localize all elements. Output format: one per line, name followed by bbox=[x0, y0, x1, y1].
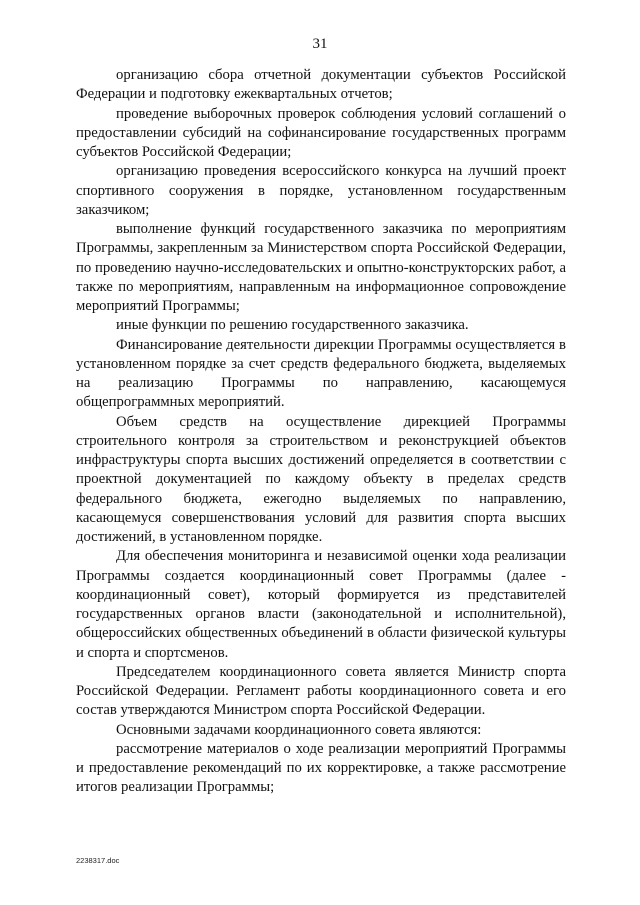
paragraph-reporting: организацию сбора отчетной документации субъектов Российской Федерации и подготовку ежеквартальных отчетов; bbox=[76, 67, 566, 103]
document-file-id: 2238317.doc bbox=[76, 856, 120, 865]
paragraph-council-chair: Председателем координационного совета является Министр спорта Российской Федерации. Регламент работы координационного совета и его состав утверждаются Министром спорта Российской Федерации. bbox=[76, 663, 566, 719]
paragraph-construction-control: Объем средств на осуществление дирекцией Программы строительного контроля за строительством и реконструкцией объектов инфраструктуры спорта высших достижений определяется в соответствии с проектной документацией по каждому объекту в пределах средств федерального бюджета, ежегодно выделяемых по направлению, касающемуся совершенствования условий для развития спорта высших достижений, в установленном порядке. bbox=[76, 413, 566, 545]
paragraph-audits: проведение выборочных проверок соблюдения условий соглашений о предоставлении субсидий на софинансирование государственных программ субъектов Российской Федерации; bbox=[76, 105, 566, 160]
document-body bbox=[76, 66, 566, 798]
paragraph-task-review: рассмотрение материалов о ходе реализации мероприятий Программы и предоставление рекомендаций по их корректировке, а также рассмотрение итогов реализации Программы; bbox=[76, 740, 566, 796]
paragraph-other-functions: иные функции по решению государственного заказчика. bbox=[116, 317, 469, 334]
paragraph-financing: Финансирование деятельности дирекции Программы осуществляется в установленном порядке за счет средств федерального бюджета, выделяемых на реализацию Программы по направлению, касающемуся общепрограммных мероприятий. bbox=[76, 336, 566, 411]
page-number: 31 bbox=[312, 36, 328, 52]
paragraph-customer-functions: выполнение функций государственного заказчика по мероприятиям Программы, закрепленным за Министерством спорта Российской Федерации, по проведению научно-исследовательских и опытно-конструкторских работ, а также по мероприятиям, направленным на информационное сопровождение мероприятий Программы; bbox=[76, 221, 566, 314]
paragraph-coordination-council: Для обеспечения мониторинга и независимой оценки хода реализации Программы создается координационный совет Программы (далее - координационный совет), который формируется из представителей государственных органов власти (законодательной и исполнительной), общероссийских общественных объединений в области физической культуры и спорта и спортсменов. bbox=[76, 548, 566, 661]
paragraph-contest: организацию проведения всероссийского конкурса на лучший проект спортивного сооружения в порядке, установленном государственным заказчиком; bbox=[76, 163, 566, 218]
paragraph-council-tasks: Основными задачами координационного совета являются: bbox=[116, 721, 482, 738]
